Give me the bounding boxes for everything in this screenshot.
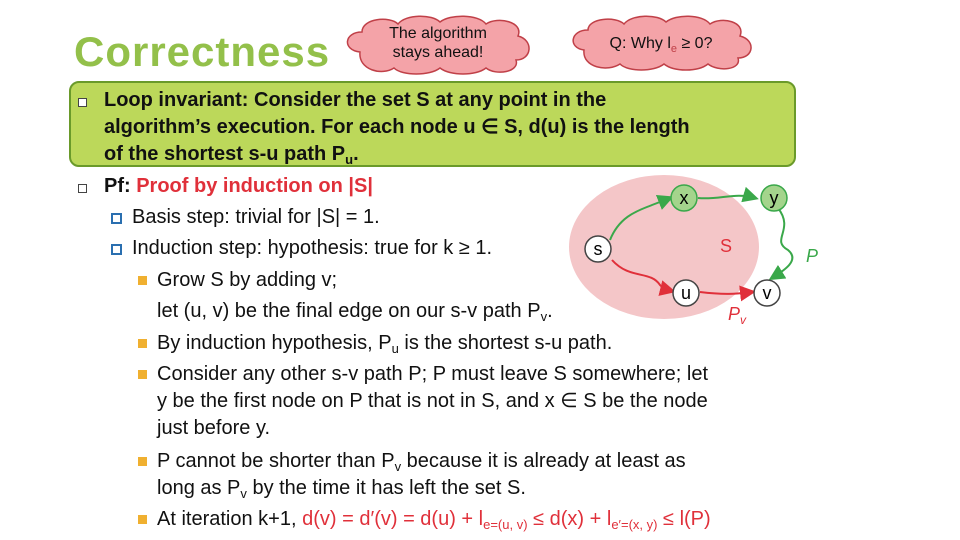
- by-induction-line: [157, 331, 612, 361]
- bullet-orange-square-icon: [138, 515, 147, 524]
- iter-b: d(v) = d′(v) = d(u) + l: [302, 508, 484, 530]
- svg-text:u: u: [680, 283, 692, 303]
- induction-step: Induction step: hypothesis: true for k ≥ 1.: [132, 237, 493, 259]
- cannot2a: long as P: [157, 477, 241, 499]
- graph-diagram: [560, 170, 840, 330]
- bullet-blue-square-icon: [111, 213, 122, 224]
- cloud-q-suffix: ≥ 0?: [677, 35, 713, 52]
- iter-sub1: e=(u, v): [483, 517, 528, 532]
- edge-y-v: [772, 208, 792, 278]
- consider-line1: Consider any other s-v path P; P must leave S somewhere; let: [157, 363, 709, 385]
- basis-step: Basis step: trivial for |S| = 1.: [132, 206, 380, 228]
- iter-d: ≤ l(P): [657, 508, 711, 530]
- cannot-line2: [157, 476, 526, 506]
- cloud-q-prefix: Q: Why l: [609, 35, 671, 52]
- bullet-square-icon: [78, 184, 87, 193]
- byind-end: is the shortest s-u path.: [398, 332, 613, 354]
- cannot-line1: [157, 449, 686, 479]
- node-y: [761, 185, 787, 211]
- cloud-text-line2: stays ahead!: [392, 44, 484, 61]
- invariant-line2: algorithm’s execution. For each node u ∈ S, d(u) is the length: [104, 116, 690, 138]
- iteration-line: [157, 507, 711, 537]
- byind-text: By induction hypothesis, P: [157, 332, 392, 354]
- node-s: [585, 236, 611, 262]
- invariant-line3-text: of the shortest s-u path P: [104, 143, 346, 165]
- iter-sub2: e′=(x, y): [611, 517, 658, 532]
- grow-line2-sub: v: [540, 309, 548, 324]
- grow-line2-end: .: [547, 300, 553, 322]
- consider-line3: just before y.: [157, 417, 271, 439]
- node-x: [671, 185, 697, 211]
- cannot1a: P cannot be shorter than P: [157, 450, 395, 472]
- cannot2-sub: v: [240, 486, 247, 501]
- cannot1b: because it is already at least as: [401, 450, 686, 472]
- bullet-orange-square-icon: [138, 339, 147, 348]
- path-p-label: P: [806, 246, 819, 266]
- bullet-square-icon: [78, 98, 87, 107]
- grow-line1: Grow S by adding v;: [157, 269, 338, 291]
- invariant-line3-sub: u: [345, 152, 354, 167]
- invariant-line1: Loop invariant: Consider the set S at any point in the: [104, 89, 607, 111]
- bullet-orange-square-icon: [138, 276, 147, 285]
- invariant-line3: [104, 142, 359, 172]
- node-v: [754, 280, 780, 306]
- bullet-orange-square-icon: [138, 370, 147, 379]
- graph-svg: [560, 170, 840, 330]
- callout-cloud-stays-ahead: [340, 14, 536, 76]
- grow-line2: [157, 299, 553, 329]
- bullet-blue-square-icon: [111, 244, 122, 255]
- svg-text:y: y: [769, 188, 779, 208]
- iter-c: ≤ d(x) + l: [527, 508, 612, 530]
- node-u: [673, 280, 699, 306]
- proof-heading-text: Proof by induction on |S|: [136, 175, 373, 197]
- set-s-label: S: [720, 236, 733, 256]
- cloud-q-sub: e: [670, 43, 677, 55]
- proof-prefix: Pf:: [104, 175, 137, 197]
- grow-line2-text: let (u, v) be the final edge on our s-v path P: [157, 300, 541, 322]
- svg-text:x: x: [679, 188, 689, 208]
- cloud-text-line1: The algorithm: [389, 25, 487, 42]
- page-title: Correctness: [74, 28, 331, 75]
- byind-sub: u: [391, 341, 399, 356]
- path-pv-label: $P_v$: [728, 304, 747, 327]
- proof-heading: [104, 174, 373, 198]
- cloud-question-text: [566, 34, 756, 59]
- consider-line2: y be the first node on P that is not in S, and x ∈ S be the node: [157, 390, 708, 412]
- svg-text:v: v: [762, 283, 772, 303]
- svg-text:s: s: [593, 239, 603, 259]
- cannot1-sub: v: [394, 459, 402, 474]
- bullet-orange-square-icon: [138, 457, 147, 466]
- callout-cloud-question: [566, 14, 756, 72]
- iter-a: At iteration k+1,: [157, 508, 303, 530]
- invariant-line3-end: .: [353, 143, 359, 165]
- cannot2b: by the time it has left the set S.: [246, 477, 526, 499]
